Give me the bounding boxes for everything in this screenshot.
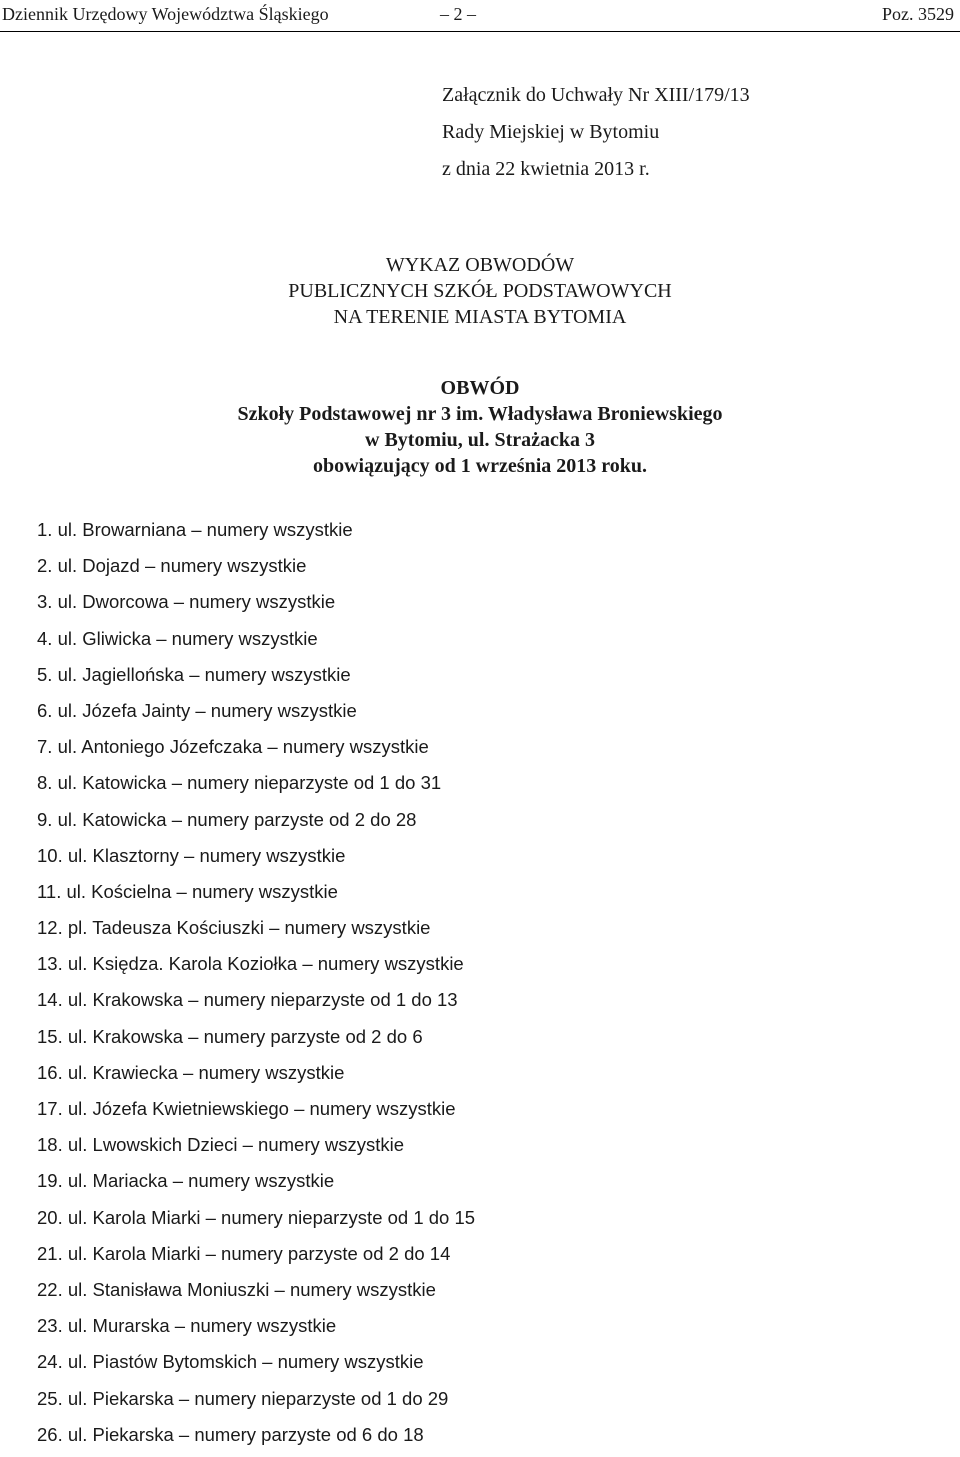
list-item: 11. ul. Kościelna – numery wszystkie [37, 880, 338, 902]
list-item: 10. ul. Klasztorny – numery wszystkie [37, 844, 346, 866]
district-heading [0, 375, 960, 479]
list-item: 15. ul. Krakowska – numery parzyste od 2 do 6 [37, 1025, 423, 1047]
annex-line: Rady Miejskiej w Bytomiu [442, 121, 660, 143]
list-item: 8. ul. Katowicka – numery nieparzyste od 1 do 31 [37, 772, 442, 794]
district-line: OBWÓD [440, 377, 520, 399]
title-line: WYKAZ OBWODÓW [385, 254, 575, 276]
list-item: 6. ul. Józefa Jainty – numery wszystkie [37, 699, 357, 721]
list-item: 14. ul. Krakowska – numery nieparzyste od 1 do 13 [37, 989, 458, 1011]
position-number: Poz. 3529 [882, 4, 954, 24]
list-item: 21. ul. Karola Miarki – numery parzyste od 2 do 14 [37, 1242, 451, 1264]
list-item: 2. ul. Dojazd – numery wszystkie [37, 555, 307, 577]
annex-reference [442, 77, 750, 188]
district-line: w Bytomiu, ul. Strażacka 3 [365, 429, 595, 451]
title-line: PUBLICZNYCH SZKÓŁ PODSTAWOWYCH [288, 280, 672, 302]
district-line: Szkoły Podstawowej nr 3 im. Władysława Broniewskiego [237, 403, 723, 425]
list-item: 19. ul. Mariacka – numery wszystkie [37, 1170, 335, 1192]
list-item: 24. ul. Piastów Bytomskich – numery wszystkie [37, 1351, 424, 1373]
list-item: 7. ul. Antoniego Józefczaka – numery wszystkie [37, 736, 429, 758]
list-item: 3. ul. Dworcowa – numery wszystkie [37, 591, 336, 613]
list-item: 5. ul. Jagiellońska – numery wszystkie [37, 663, 351, 685]
list-item: 4. ul. Gliwicka – numery wszystkie [37, 627, 318, 649]
list-item: 12. pl. Tadeusza Kościuszki – numery wszystkie [37, 917, 431, 939]
list-item: 9. ul. Katowicka – numery parzyste od 2 do 28 [37, 808, 417, 830]
list-item: 26. ul. Piekarska – numery parzyste od 6 do 18 [37, 1423, 424, 1445]
header-divider [0, 31, 960, 32]
list-item: 1. ul. Browarniana – numery wszystkie [37, 519, 353, 540]
list-item: 25. ul. Piekarska – numery nieparzyste od 1 do 29 [37, 1387, 449, 1409]
page-header [0, 0, 960, 28]
list-item: 18. ul. Lwowskich Dzieci – numery wszystkie [37, 1134, 405, 1156]
list-item: 20. ul. Karola Miarki – numery nieparzyste od 1 do 15 [37, 1206, 476, 1228]
journal-title: Dziennik Urzędowy Województwa Śląskiego [2, 4, 329, 24]
document-title [0, 252, 960, 330]
annex-line: Załącznik do Uchwały Nr XIII/179/13 [442, 84, 750, 106]
list-item: 22. ul. Stanisława Moniuszki – numery wszystkie [37, 1278, 436, 1300]
list-item: 17. ul. Józefa Kwietniewskiego – numery wszystkie [37, 1098, 456, 1119]
district-line: obowiązujący od 1 września 2013 roku. [312, 455, 648, 477]
list-item: 13. ul. Księdza. Karola Koziołka – numery wszystkie [37, 953, 464, 975]
street-list [37, 516, 475, 1457]
title-line: NA TERENIE MIASTA BYTOMIA [333, 306, 627, 328]
page-number: – 2 – [440, 4, 476, 24]
list-item: 23. ul. Murarska – numery wszystkie [37, 1315, 337, 1337]
list-item: 16. ul. Krawiecka – numery wszystkie [37, 1061, 345, 1083]
annex-line: z dnia 22 kwietnia 2013 r. [442, 158, 650, 180]
